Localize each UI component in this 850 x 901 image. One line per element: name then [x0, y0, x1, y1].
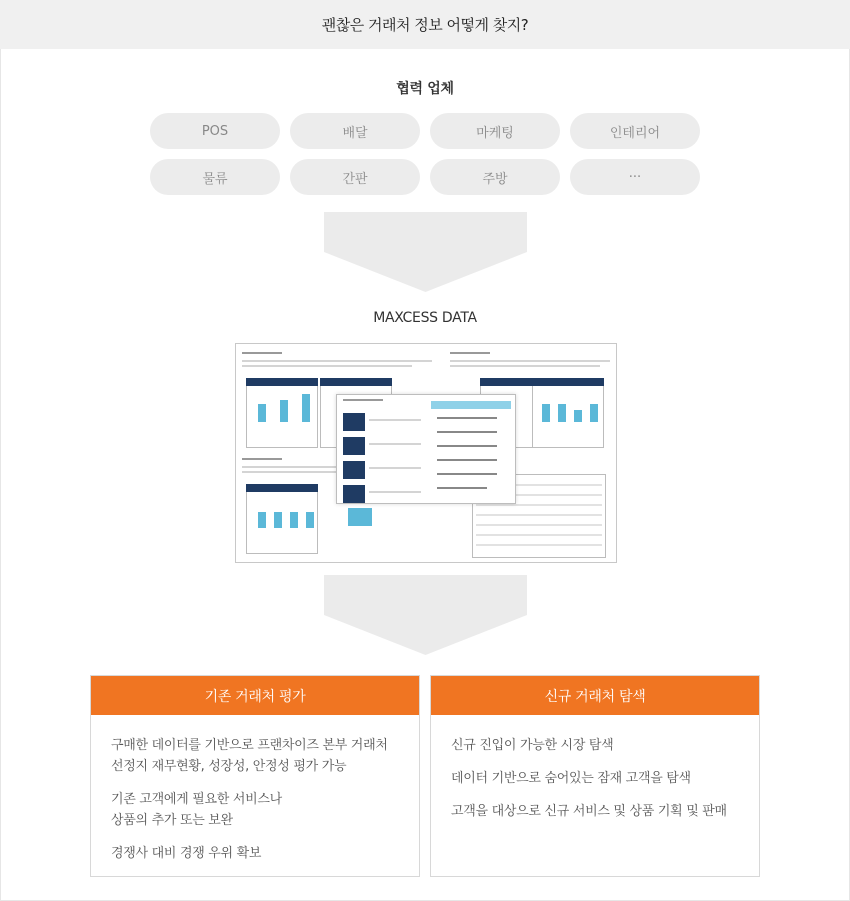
evaluation-cards — [90, 675, 760, 877]
new-partner-item: 고객을 대상으로 신규 서비스 및 상품 기획 및 판매 — [451, 804, 727, 819]
partner-pill-marketing: 마케팅 — [430, 113, 560, 149]
partner-pill-signboard: 간판 — [290, 159, 420, 195]
existing-partner-card-title: 기존 거래처 평가 — [91, 676, 419, 715]
partners-title: 협력 업체 — [396, 81, 454, 97]
existing-partner-card — [90, 675, 420, 877]
page-header — [0, 0, 850, 49]
partner-pill-pos: POS — [150, 113, 280, 149]
partner-pill-delivery: 배달 — [290, 113, 420, 149]
partner-pill-kitchen: 주방 — [430, 159, 560, 195]
data-section-title: MAXCESS DATA — [373, 310, 477, 326]
report-preview-image — [235, 343, 617, 563]
existing-partner-item: 경쟁사 대비 경쟁 우위 확보 — [111, 846, 262, 861]
page-title: 괜찮은 거래처 정보 어떻게 찾지? — [321, 16, 529, 34]
new-partner-item: 신규 진입이 가능한 시장 탐색 — [451, 738, 614, 753]
partner-pill-more: ··· — [570, 159, 700, 195]
existing-partner-item: 기존 고객에게 필요한 서비스나 상품의 추가 또는 보완 — [111, 792, 282, 828]
new-partner-card — [430, 675, 760, 877]
down-arrow-icon — [324, 575, 527, 655]
new-partner-card-title: 신규 거래처 탐색 — [431, 676, 759, 715]
existing-partner-item: 구매한 데이터를 기반으로 프랜차이즈 본부 거래처 선정지 재무현황, 성장성, 안정성 평가 가능 — [111, 738, 388, 774]
partner-pill-interior: 인테리어 — [570, 113, 700, 149]
down-arrow-icon — [324, 212, 527, 292]
partner-pill-logistics: 물류 — [150, 159, 280, 195]
new-partner-item: 데이터 기반으로 숨어있는 잠재 고객을 탐색 — [451, 771, 691, 786]
partner-list — [150, 113, 700, 195]
